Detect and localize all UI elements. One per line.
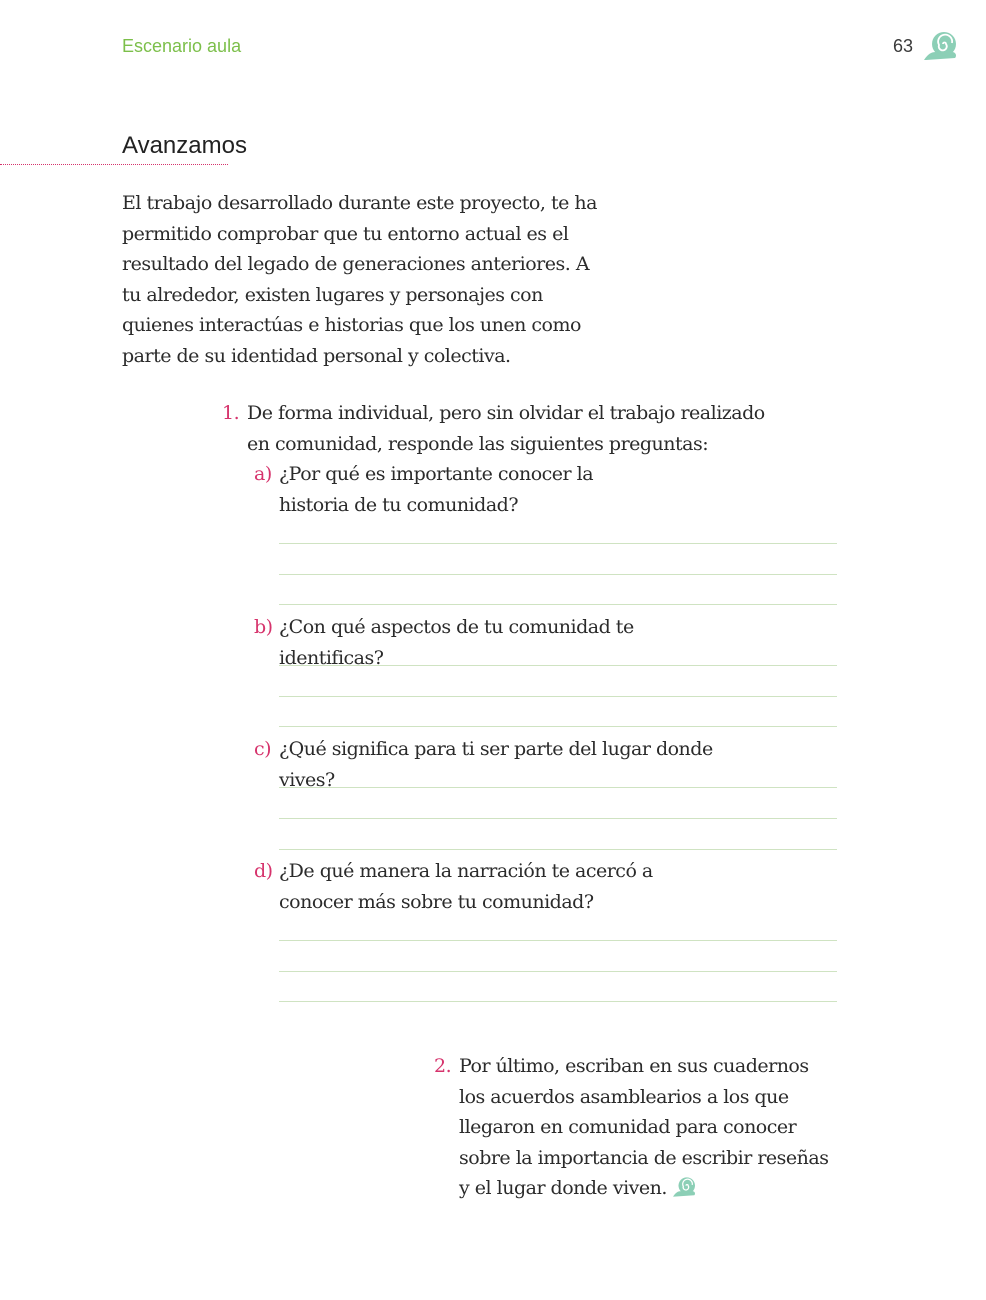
- snail-logo-icon: [671, 1176, 697, 1198]
- subquestion-a-text: ¿Por qué es importante conocer la historia de tu comunidad?: [279, 463, 594, 516]
- answer-line[interactable]: [279, 726, 837, 727]
- answer-line[interactable]: [279, 971, 837, 972]
- question-1-text: De forma individual, pero sin olvidar el trabajo realizado en comunidad, responde las siguientes preguntas:: [247, 402, 765, 455]
- section-label: Escenario aula: [122, 36, 242, 56]
- subquestion-b-text: ¿Con qué aspectos de tu comunidad te identificas?: [279, 616, 634, 669]
- subquestion-d-letter: d): [254, 860, 273, 882]
- answer-line[interactable]: [279, 940, 837, 941]
- snail-logo-icon: [922, 30, 958, 62]
- question-2-body: [459, 1051, 829, 1204]
- answer-line[interactable]: [279, 1001, 837, 1002]
- section-title: Avanzamos: [122, 132, 247, 159]
- answer-line[interactable]: [279, 818, 837, 819]
- subquestion-a-letter: a): [254, 463, 272, 485]
- answer-line[interactable]: [279, 849, 837, 850]
- answer-line[interactable]: [279, 574, 837, 575]
- subquestion-b-letter: b): [254, 616, 273, 638]
- question-2-number: 2.: [434, 1055, 452, 1077]
- question-1-number: 1.: [222, 402, 240, 424]
- question-2-text: Por último, escriban en sus cuadernos los acuerdos asamblearios a los que llegaron en comunidad para conocer sobre la importancia de escribir reseñas y el lugar donde viven.: [459, 1055, 829, 1200]
- subquestion-c-text: ¿Qué significa para ti ser parte del lugar donde vives?: [279, 738, 713, 791]
- subquestion-c-letter: c): [254, 738, 272, 760]
- answer-line[interactable]: [279, 665, 837, 666]
- page-number: 63: [893, 36, 914, 56]
- intro-paragraph: El trabajo desarrollado durante este proyecto, te ha permitido comprobar que tu entorno actual es el resultado del legado de generaciones anteriores. A tu alrededor, existen lugares y personajes con quienes interactúas e historias que los unen como parte de su identidad personal y colectiva.: [122, 192, 597, 367]
- answer-line[interactable]: [279, 543, 837, 544]
- subquestion-d-text: ¿De qué manera la narración te acercó a conocer más sobre tu comunidad?: [279, 860, 653, 913]
- answer-line[interactable]: [279, 787, 837, 788]
- section-divider: [0, 164, 228, 165]
- answer-line[interactable]: [279, 696, 837, 697]
- answer-line[interactable]: [279, 604, 837, 605]
